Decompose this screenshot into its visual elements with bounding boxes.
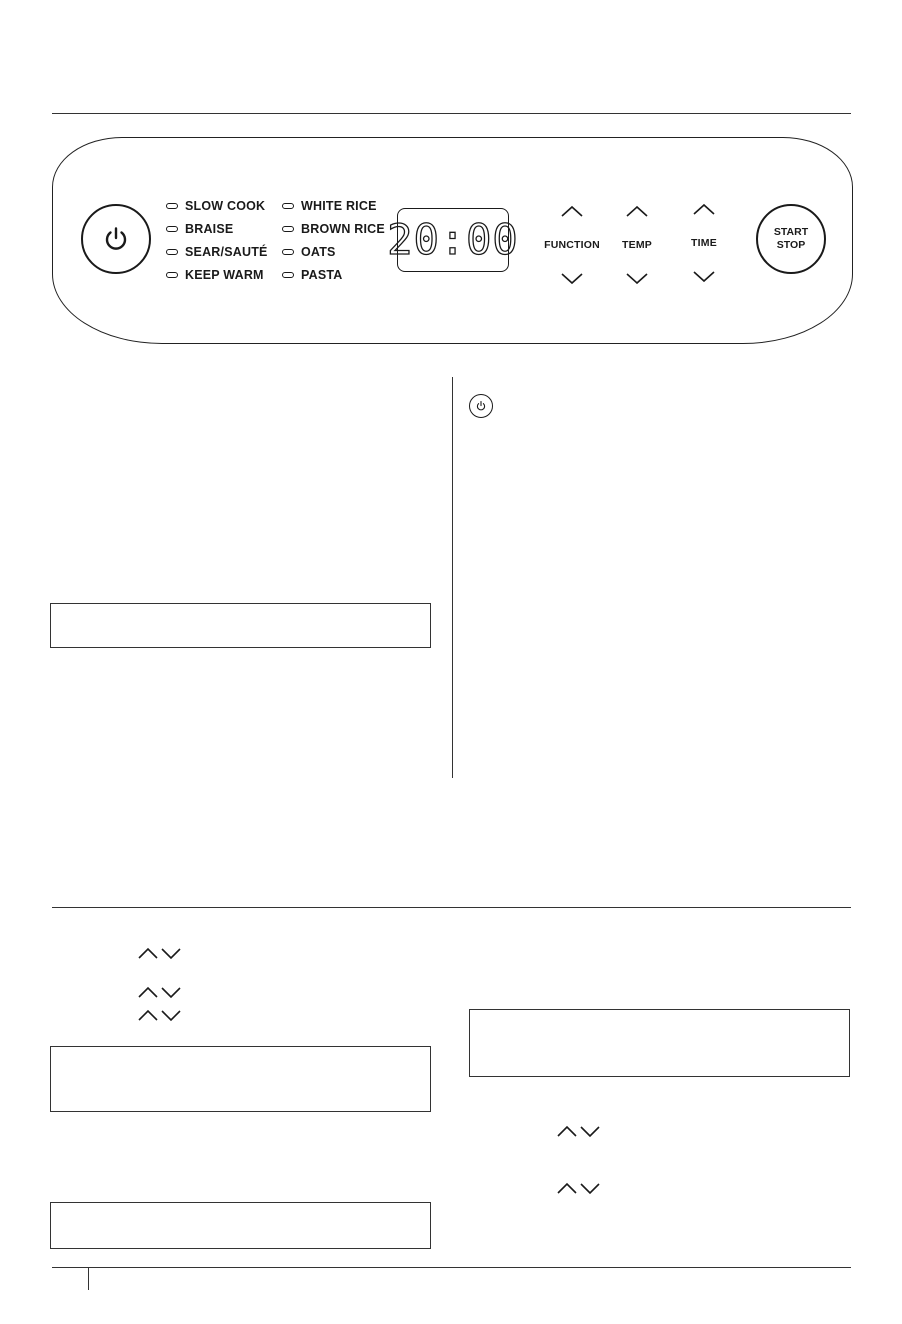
power-icon (475, 400, 487, 412)
up-down-arrows-icon (137, 946, 183, 960)
note-box (50, 603, 431, 648)
section-rule (52, 907, 851, 908)
up-down-arrows-icon (556, 1124, 602, 1138)
footer-rule (52, 1267, 851, 1268)
temp-up-button[interactable] (625, 204, 649, 218)
indicator-light (282, 272, 294, 278)
temp-label: TEMP (622, 239, 652, 251)
lcd-display (387, 208, 519, 272)
indicator-light (282, 226, 294, 232)
function-pasta[interactable] (282, 268, 343, 282)
function-down-button[interactable] (560, 272, 584, 286)
function-white-rice[interactable] (282, 199, 377, 213)
indicator-light (166, 203, 178, 209)
function-label: BRAISE (185, 222, 234, 236)
function-sear-saute[interactable] (166, 245, 268, 259)
start-stop-button[interactable] (756, 204, 826, 274)
stop-label: STOP (776, 239, 806, 251)
up-down-arrows-icon (556, 1181, 602, 1195)
indicator-light (166, 272, 178, 278)
function-label: OATS (301, 245, 336, 259)
function-slow-cook[interactable] (166, 199, 265, 213)
start-label: START (773, 226, 809, 238)
function-up-button[interactable] (560, 204, 584, 218)
indicator-light (166, 226, 178, 232)
function-label: SEAR/SAUTÉ (185, 245, 268, 259)
indicator-light (282, 249, 294, 255)
function-brown-rice[interactable] (282, 222, 385, 236)
power-icon (101, 224, 131, 254)
function-keep-warm[interactable] (166, 268, 264, 282)
indicator-light (166, 249, 178, 255)
function-label: WHITE RICE (301, 199, 377, 213)
time-down-button[interactable] (692, 270, 716, 284)
top-rule (52, 113, 851, 114)
indicator-light (282, 203, 294, 209)
function-label: FUNCTION (544, 239, 600, 251)
footer-divider (88, 1268, 89, 1290)
function-braise[interactable] (166, 222, 233, 236)
time-up-button[interactable] (692, 202, 716, 216)
function-label: KEEP WARM (185, 268, 264, 282)
time-label: TIME (691, 237, 717, 249)
function-label: SLOW COOK (185, 199, 266, 213)
power-button[interactable] (81, 204, 151, 274)
note-box (50, 1202, 431, 1249)
function-label: PASTA (301, 268, 343, 282)
temp-down-button[interactable] (625, 272, 649, 286)
display-time: 20:00 (387, 215, 519, 264)
function-label: BROWN RICE (301, 222, 385, 236)
note-box (469, 1009, 850, 1077)
up-down-arrows-icon (137, 985, 183, 999)
note-box (50, 1046, 431, 1112)
column-divider (452, 377, 453, 778)
small-power-symbol (469, 394, 493, 418)
function-oats[interactable] (282, 245, 336, 259)
up-down-arrows-icon (137, 1008, 183, 1022)
